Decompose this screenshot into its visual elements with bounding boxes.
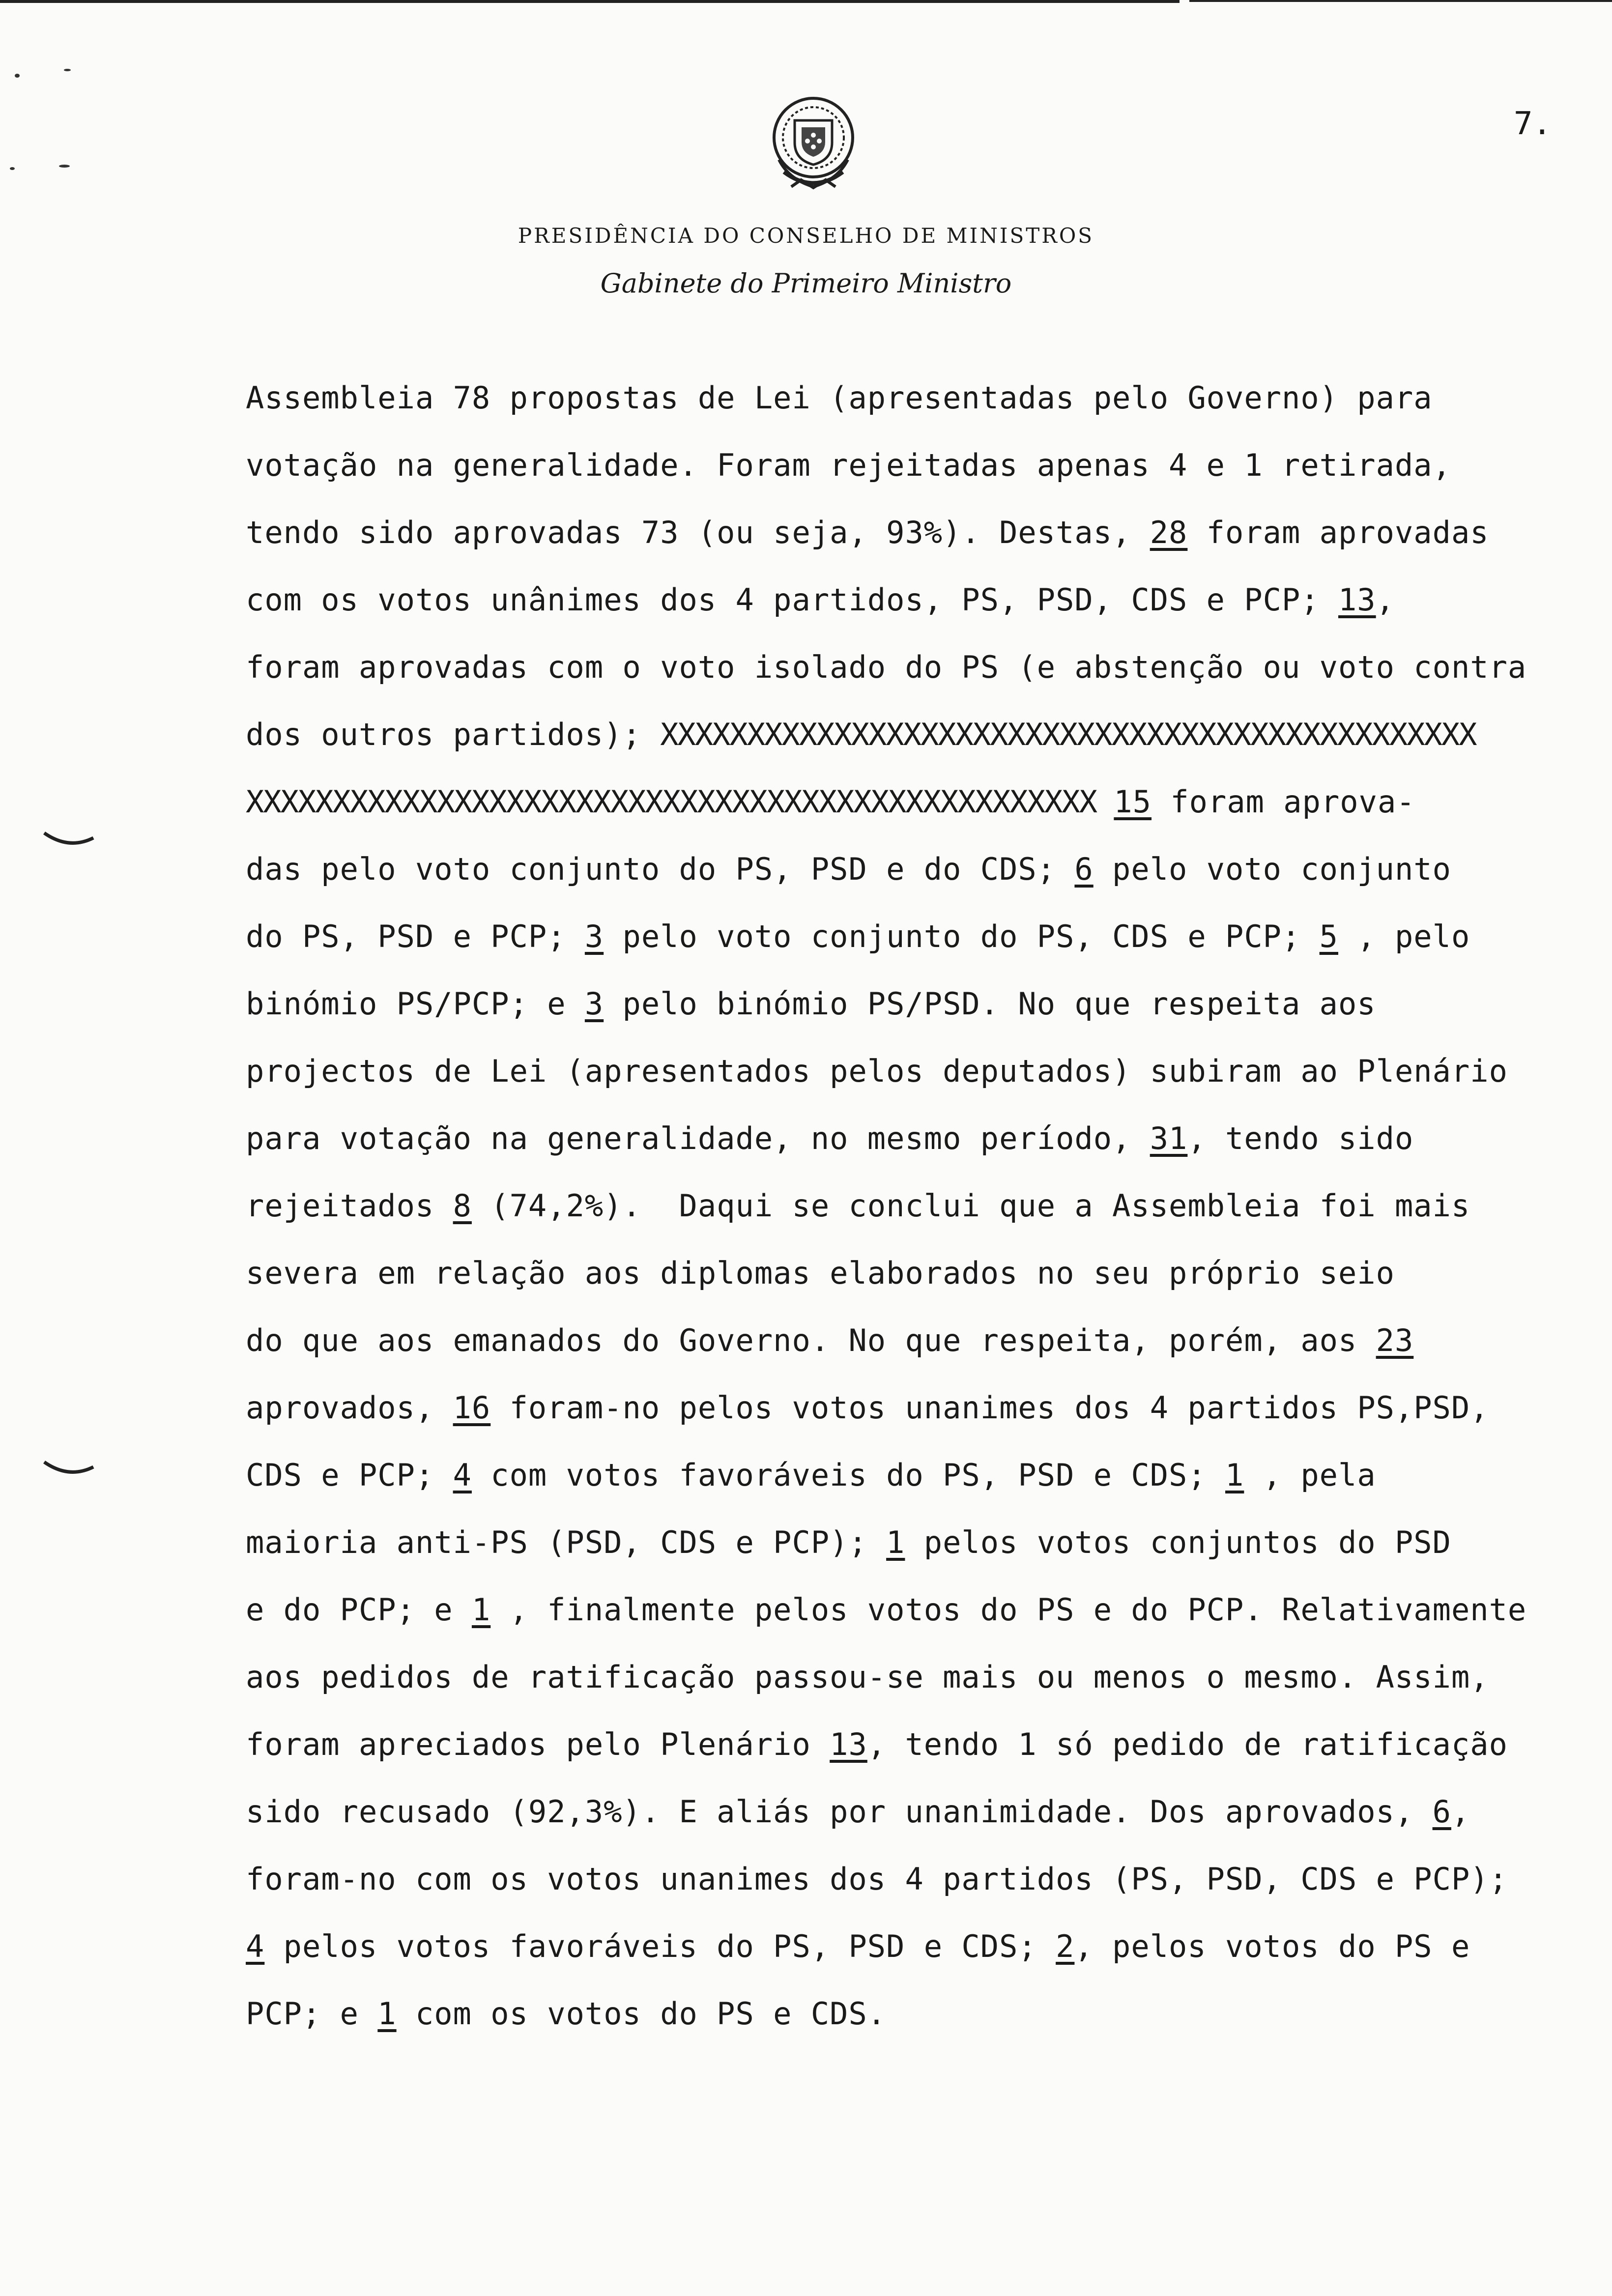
text-segment: foram aprovadas bbox=[1187, 515, 1489, 550]
text-line bbox=[246, 513, 1489, 552]
text-segment: , pela bbox=[1244, 1457, 1376, 1493]
text-line bbox=[246, 1658, 1489, 1697]
text-segment: , finalmente pelos votos do PS e do PCP. Relativamente bbox=[490, 1592, 1527, 1628]
underlined-number: 3 bbox=[584, 918, 604, 954]
text-line bbox=[246, 1927, 1470, 1966]
text-line bbox=[246, 1590, 1526, 1630]
struck-out-text: XXXXXXXXXXXXXXXXXXXXXXXXXXXXXXXXXXXXXXXXXXXXXXX bbox=[660, 717, 1476, 752]
letterhead-title: PRESIDÊNCIA DO CONSELHO DE MINISTROS bbox=[518, 224, 1094, 248]
underlined-number: 3 bbox=[584, 986, 604, 1022]
text-segment: PCP; e bbox=[246, 1996, 378, 2032]
text-line bbox=[246, 1860, 1508, 1899]
text-segment: com votos favoráveis do PS, PSD e CDS; bbox=[471, 1457, 1226, 1493]
letterhead-subtitle: Gabinete do Primeiro Ministro bbox=[600, 268, 1012, 299]
text-line bbox=[246, 782, 1415, 822]
underlined-number: 16 bbox=[453, 1390, 491, 1426]
text-line bbox=[246, 1388, 1489, 1428]
punch-hole-mark bbox=[42, 1460, 96, 1479]
text-line bbox=[246, 917, 1470, 956]
text-segment: foram aprovadas com o voto isolado do PS (e abstenção ou voto contra bbox=[246, 649, 1527, 685]
text-segment: , pelos votos do PS e bbox=[1074, 1928, 1470, 1964]
text-segment: , bbox=[1451, 1794, 1470, 1830]
text-line bbox=[246, 1725, 1508, 1764]
text-segment: , bbox=[1376, 582, 1395, 618]
text-line bbox=[246, 715, 1476, 754]
text-segment: binómio PS/PCP; e bbox=[246, 986, 585, 1022]
underlined-number: 1 bbox=[1225, 1457, 1244, 1493]
text-line bbox=[246, 1186, 1470, 1226]
text-segment: do que aos emanados do Governo. No que respeita, porém, aos bbox=[246, 1322, 1376, 1358]
underlined-number: 4 bbox=[246, 1928, 265, 1964]
scan-mark bbox=[15, 74, 20, 78]
scan-mark bbox=[59, 165, 70, 168]
text-segment: (74,2%). Daqui se conclui que a Assembleia foi mais bbox=[471, 1188, 1470, 1224]
top-border-line-right bbox=[1189, 0, 1612, 2]
text-line bbox=[246, 446, 1451, 485]
underlined-number: 28 bbox=[1150, 515, 1188, 550]
text-segment: CDS e PCP; bbox=[246, 1457, 453, 1493]
text-line bbox=[246, 1994, 886, 2034]
struck-out-text: XXXXXXXXXXXXXXXXXXXXXXXXXXXXXXXXXXXXXXXXXXXXXXXXX bbox=[246, 784, 1114, 820]
text-segment: tendo sido aprovadas 73 (ou seja, 93%). Destas, bbox=[246, 515, 1150, 550]
text-segment: votação na generalidade. Foram rejeitadas apenas 4 e 1 retirada, bbox=[246, 447, 1451, 483]
text-line bbox=[246, 648, 1526, 687]
text-segment: pelos votos favoráveis do PS, PSD e CDS; bbox=[264, 1928, 1056, 1964]
text-segment: foram aprova- bbox=[1151, 784, 1415, 820]
underlined-number: 8 bbox=[453, 1188, 472, 1224]
underlined-number: 6 bbox=[1074, 851, 1094, 887]
text-line bbox=[246, 1119, 1413, 1158]
top-border-line bbox=[0, 0, 1180, 3]
scan-mark bbox=[64, 69, 71, 71]
text-line bbox=[246, 1321, 1413, 1360]
underlined-number: 23 bbox=[1376, 1322, 1414, 1358]
portuguese-coat-of-arms-icon bbox=[764, 86, 863, 209]
text-segment: , tendo sido bbox=[1187, 1120, 1414, 1156]
text-line bbox=[246, 1456, 1376, 1495]
text-line bbox=[246, 1254, 1395, 1293]
underlined-number: 6 bbox=[1432, 1794, 1451, 1830]
underlined-number: 1 bbox=[471, 1592, 491, 1628]
text-segment: pelo voto conjunto do PS, CDS e PCP; bbox=[604, 918, 1320, 954]
text-segment: severa em relação aos diplomas elaborados no seu próprio seio bbox=[246, 1255, 1395, 1291]
text-segment: foram-no com os votos unanimes dos 4 partidos (PS, PSD, CDS e PCP); bbox=[246, 1861, 1508, 1897]
text-segment: pelos votos conjuntos do PSD bbox=[905, 1524, 1451, 1560]
underlined-number: 1 bbox=[377, 1996, 397, 2032]
underlined-number: 13 bbox=[830, 1726, 867, 1762]
page-number: 7. bbox=[1514, 106, 1552, 142]
text-segment: do PS, PSD e PCP; bbox=[246, 918, 585, 954]
text-segment: projectos de Lei (apresentados pelos deputados) subiram ao Plenário bbox=[246, 1053, 1508, 1089]
text-segment: com os votos do PS e CDS. bbox=[396, 1996, 887, 2032]
text-line bbox=[246, 378, 1433, 418]
text-line bbox=[246, 1052, 1508, 1091]
text-line bbox=[246, 1792, 1470, 1832]
text-segment: aprovados, bbox=[246, 1390, 453, 1426]
underlined-number: 4 bbox=[453, 1457, 472, 1493]
text-segment: sido recusado (92,3%). E aliás por unanimidade. Dos aprovados, bbox=[246, 1794, 1433, 1830]
text-segment: , tendo 1 só pedido de ratificação bbox=[867, 1726, 1508, 1762]
text-segment: com os votos unânimes dos 4 partidos, PS, PSD, CDS e PCP; bbox=[246, 582, 1338, 618]
text-segment: para votação na generalidade, no mesmo período, bbox=[246, 1120, 1150, 1156]
text-segment: rejeitados bbox=[246, 1188, 453, 1224]
text-segment: das pelo voto conjunto do PS, PSD e do CDS; bbox=[246, 851, 1075, 887]
text-line bbox=[246, 984, 1376, 1024]
text-segment: maioria anti-PS (PSD, CDS e PCP); bbox=[246, 1524, 887, 1560]
text-segment: aos pedidos de ratificação passou-se mais ou menos o mesmo. Assim, bbox=[246, 1659, 1489, 1695]
text-segment: , pelo bbox=[1338, 918, 1470, 954]
text-line bbox=[246, 850, 1451, 889]
text-line bbox=[246, 1523, 1451, 1562]
underlined-number: 15 bbox=[1114, 784, 1152, 820]
underlined-number: 31 bbox=[1150, 1120, 1188, 1156]
underlined-number: 13 bbox=[1338, 582, 1376, 618]
underlined-number: 5 bbox=[1319, 918, 1338, 954]
scan-mark bbox=[10, 167, 15, 170]
punch-hole-mark bbox=[42, 831, 96, 850]
text-segment: pelo voto conjunto bbox=[1093, 851, 1451, 887]
text-segment: dos outros partidos); bbox=[246, 717, 661, 752]
text-segment: foram apreciados pelo Plenário bbox=[246, 1726, 830, 1762]
underlined-number: 1 bbox=[886, 1524, 905, 1560]
text-line bbox=[246, 580, 1395, 620]
underlined-number: 2 bbox=[1056, 1928, 1075, 1964]
text-segment: foram-no pelos votos unanimes dos 4 partidos PS,PSD, bbox=[490, 1390, 1489, 1426]
text-segment: e do PCP; e bbox=[246, 1592, 472, 1628]
text-segment: pelo binómio PS/PSD. No que respeita aos bbox=[604, 986, 1376, 1022]
text-segment: Assembleia 78 propostas de Lei (apresentadas pelo Governo) para bbox=[246, 380, 1433, 416]
